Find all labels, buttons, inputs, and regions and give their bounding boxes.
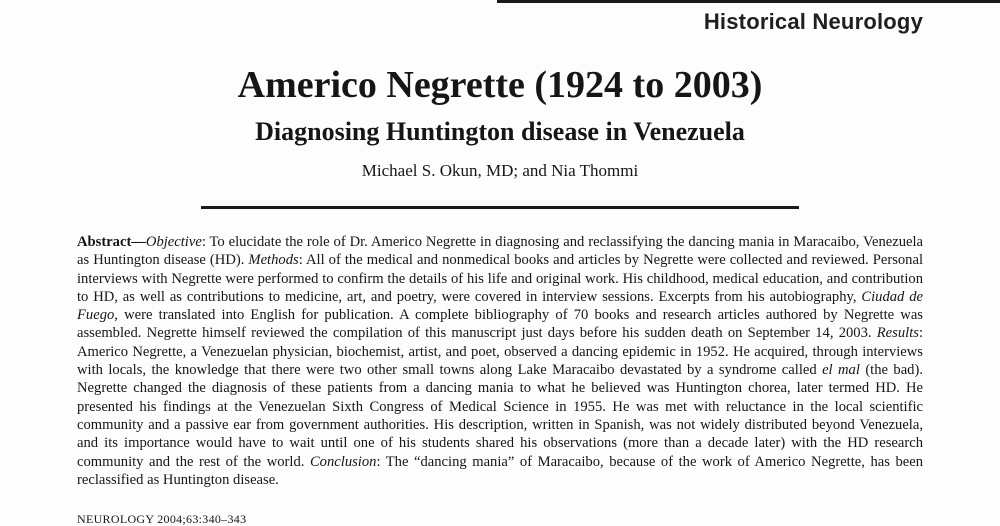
results-text: : Americo Negrette, a Venezuelan physician, biochemist, artist, and poet, observed a dancing epidemic in 1952. He acquired, through interviews with locals, the knowledge that there were two other small towns along Lake Maracaibo devastated by a syndrome called xyxy=(77,325,923,379)
abstract-paragraph xyxy=(77,233,923,489)
objective-text: : To elucidate the role of Dr. Americo Negrette in diagnosing and reclassifying the dancing mania in Maracaibo, Venezuela as Huntington disease (HD). xyxy=(77,234,923,269)
results-label: Results xyxy=(876,325,919,342)
header-top-rule xyxy=(497,0,1000,3)
journal-citation: NEUROLOGY 2004;63:340–343 xyxy=(77,512,247,526)
objective-label: Objective xyxy=(145,234,202,250)
section-label: Historical Neurology xyxy=(703,9,923,34)
methods-label: Methods xyxy=(248,252,299,269)
results-text-continued: (the bad). Negrette changed the diagnosis of these patients from a dancing mania to what he believed was Huntington chorea, later termed HD. He presented his findings at the Venezuelan Sixth Congress of Medical Science in 1955. He was met with reluctance in the local scientific community and a passive ear from government authorities. His description, written in Spanish, was not widely distributed beyond Venezuela, and its importance would have to wait until one of his students shared his observations (more than a decade later) with the HD research community and the rest of the world. xyxy=(77,362,923,470)
methods-text: : All of the medical and nonmedical books and articles by Negrette were collected and reviewed. Personal interviews with Negrette were performed to confirm the details of his life and original work. His childhood, medical education, and contribution to HD, as well as contributions to medicine, art, and poetry, were covered in interview sessions. Excerpts from his autobiography, xyxy=(77,252,924,305)
article-subtitle: Diagnosing Huntington disease in Venezuela xyxy=(255,117,745,146)
abstract-heading: Abstract— xyxy=(77,234,146,250)
article-title: Americo Negrette (1924 to 2003) xyxy=(237,64,763,106)
conclusion-text: : The “dancing mania” of Maracaibo, because of the work of Americo Negrette, has been reclassified as Huntington disease. xyxy=(77,453,924,488)
article-authors: Michael S. Okun, MD; and Nia Thommi xyxy=(361,161,639,180)
conclusion-label: Conclusion xyxy=(309,453,377,470)
methods-text-continued: , were translated into English for publication. A complete bibliography of 70 books and research articles authored by Negrette was assembled. Negrette himself reviewed the compilation of this manuscript just days before his sudden death on September 14, 2003. xyxy=(77,307,923,342)
el-mal-term: el mal xyxy=(822,362,860,379)
book-title: Ciudad de Fuego xyxy=(77,288,923,324)
title-divider xyxy=(201,206,799,209)
